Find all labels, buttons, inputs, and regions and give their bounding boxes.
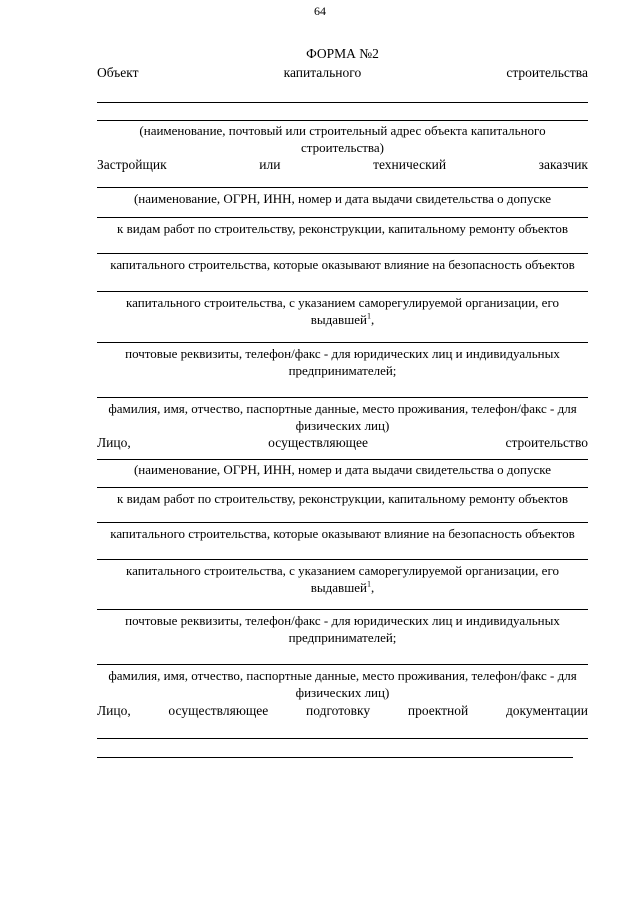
builder-caption: фамилия, имя, отчество, паспортные данные, место проживания, телефон/факс - для физических лиц) <box>108 668 577 700</box>
builder-caption: к видам работ по строительству, реконструкции, капитальному ремонту объектов <box>117 491 568 506</box>
heading-word: строительства <box>506 65 588 80</box>
page-number: 64 <box>314 4 326 18</box>
fill-line <box>97 738 588 739</box>
footnote-mark: 1 <box>366 579 371 589</box>
heading-word: подготовку <box>305 703 371 718</box>
fill-line <box>97 291 588 292</box>
fill-line <box>97 609 588 610</box>
fill-line <box>97 757 573 758</box>
fill-line <box>97 487 588 488</box>
builder-caption: капитального строительства, с указанием саморегулируемой организации, его выдавшей$^1$, <box>126 563 559 595</box>
heading-word: технический <box>373 157 447 172</box>
heading-word: проектной <box>407 703 469 718</box>
fill-line <box>97 187 588 188</box>
object-caption: (наименование, почтовый или строительный адрес объекта капитального строительства) <box>139 123 546 155</box>
fill-line <box>97 342 588 343</box>
form-content <box>97 46 588 758</box>
developer-caption: почтовые реквизиты, телефон/факс - для юридических лиц и индивидуальных предпринимателей; <box>125 346 560 378</box>
heading-word: Застройщик <box>97 157 167 172</box>
heading-word: Лицо, <box>97 435 131 450</box>
fill-line <box>97 102 588 103</box>
developer-caption: к видам работ по строительству, реконструкции, капитальному ремонту объектов <box>117 221 568 236</box>
heading-word: заказчик <box>538 157 588 172</box>
fill-line <box>97 397 588 398</box>
fill-line <box>97 522 588 523</box>
fill-line <box>97 559 588 560</box>
heading-word: документации <box>505 703 588 718</box>
footnote-mark: 1 <box>366 311 371 321</box>
developer-caption: капитального строительства, которые оказывают влияние на безопасность объектов <box>110 257 575 272</box>
heading-word: капитального <box>283 65 362 80</box>
builder-caption: капитального строительства, которые оказывают влияние на безопасность объектов <box>110 526 575 541</box>
developer-caption: (наименование, ОГРН, ИНН, номер и дата выдачи свидетельства о допуске <box>133 191 552 206</box>
heading-word: или <box>259 157 281 172</box>
heading-word: строительство <box>505 435 588 450</box>
developer-caption: фамилия, имя, отчество, паспортные данные, место проживания, телефон/факс - для физических лиц) <box>108 401 577 433</box>
heading-word: осуществляющее <box>268 435 369 450</box>
fill-line <box>97 217 588 218</box>
builder-caption: (наименование, ОГРН, ИНН, номер и дата выдачи свидетельства о допуске <box>133 462 552 477</box>
heading-word: Объект <box>97 65 139 80</box>
heading-word: осуществляющее <box>168 703 269 718</box>
developer-caption: капитального строительства, с указанием саморегулируемой организации, его выдавшей$^1$, <box>126 295 559 327</box>
developer-heading <box>97 157 588 172</box>
object-heading <box>97 65 588 80</box>
heading-word: Лицо, <box>97 703 131 718</box>
designer-heading <box>97 703 588 718</box>
builder-caption: почтовые реквизиты, телефон/факс - для юридических лиц и индивидуальных предпринимателей; <box>125 613 560 645</box>
form-title: ФОРМА №2 <box>306 46 379 61</box>
fill-line <box>97 253 588 254</box>
builder-heading <box>97 435 588 450</box>
fill-line <box>97 664 588 665</box>
fill-line <box>97 120 588 121</box>
fill-line <box>97 459 588 460</box>
